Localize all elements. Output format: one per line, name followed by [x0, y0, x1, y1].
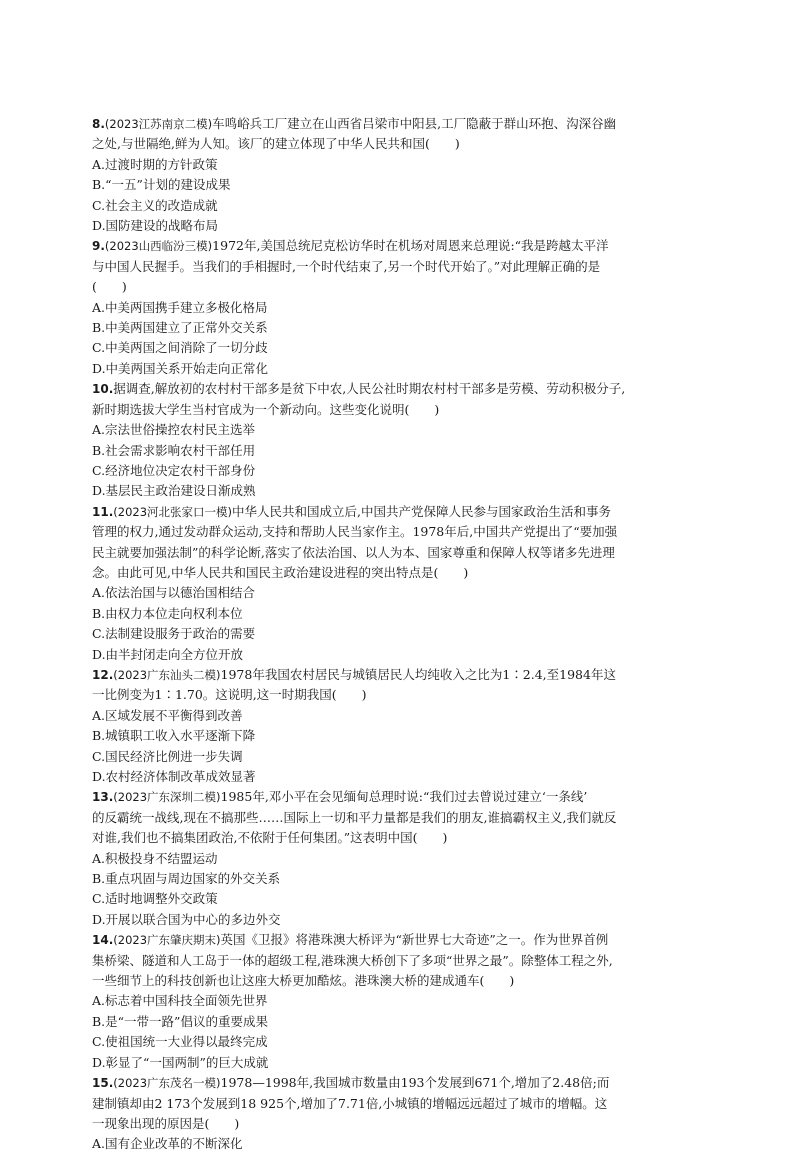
question-number: 12.	[92, 667, 114, 682]
question-text-line	[92, 134, 712, 154]
answer-option: C.国民经济比例进一步失调	[92, 748, 243, 764]
question-block	[92, 502, 712, 665]
question-block	[92, 1073, 712, 1155]
question-text: 中华人民共和国成立后,中国共产党保障人民参与国家政治生活和事务	[232, 503, 611, 519]
question-block	[92, 665, 712, 787]
answer-option: B.由权力本位走向权利本位	[92, 605, 243, 621]
question-text: ( )	[92, 279, 127, 295]
question-text-line	[92, 971, 712, 991]
question-text: 车鸣峪兵工厂建立在山西省吕梁市中阳县,工厂隐蔽于群山环抱、沟深谷幽	[212, 116, 617, 131]
question-text-line	[92, 685, 712, 705]
question-block	[92, 930, 712, 1073]
question-text-line	[92, 114, 712, 134]
question-text-line	[92, 400, 712, 420]
answer-option: B.社会需求影响农村干部任用	[92, 442, 256, 458]
question-source: (2023江苏南京二模)	[104, 117, 213, 131]
question-text: 一现象出现的原因是( )	[92, 1115, 240, 1131]
answer-option: D.农村经济体制改革成效显著	[92, 769, 256, 784]
answer-option: C.使祖国统一大业得以最终完成	[92, 1034, 268, 1050]
question-text: 念。由此可见,中华人民共和国民主政治建设进程的突出特点是( )	[92, 564, 469, 580]
question-text-line	[92, 1073, 712, 1093]
question-text: 集桥梁、隧道和人工岛于一体的超级工程,港珠澳大桥创下了多项“世界之最”。除整体工程之外,	[92, 952, 613, 968]
answer-option: C.社会主义的改造成就	[92, 197, 218, 213]
answer-option: A.过渡时期的方针政策	[92, 156, 218, 172]
question-text-line	[92, 665, 712, 685]
answer-option: D.由半封闭走向全方位开放	[92, 646, 244, 662]
question-text-line	[92, 277, 712, 297]
question-text: 1985年,邓小平在会见缅甸总理时说:“我们过去曾说过建立‘一条线’	[220, 789, 588, 805]
answer-option: B.“一五”计划的建设成果	[92, 177, 231, 193]
question-text: 建制镇却由2 173个发展到18 925个,增加了7.71倍,小城镇的增幅远远超过了城市的增幅。这	[92, 1095, 608, 1111]
answer-option: D.中美两国关系开始走向正常化	[92, 360, 269, 376]
question-text: 的反霸统一战线,现在不搞那些……国际上一切和平力量都是我们的朋友,谁搞霸权主义,我们就反	[92, 809, 617, 825]
question-text-line	[92, 930, 712, 950]
question-number: 11.	[92, 504, 114, 519]
question-source: (2023广东肇庆期末)	[113, 933, 221, 948]
answer-option: A.宗法世俗操控农村民主选举	[92, 422, 256, 438]
question-text-line	[92, 828, 712, 848]
question-number: 9.	[92, 239, 105, 254]
question-text-line	[92, 808, 712, 828]
question-block	[92, 236, 712, 379]
question-text-line	[92, 379, 712, 399]
question-text-line	[92, 543, 712, 563]
answer-option: A.标志着中国科技全面领先世界	[92, 993, 268, 1009]
answer-option: B.中美两国建立了正常外交关系	[92, 320, 268, 336]
answer-option: D.开展以联合国为中心的多边外交	[92, 911, 281, 927]
question-source: (2023山西临汾三模)	[104, 239, 213, 254]
answer-option: C.经济地位决定农村干部身份	[92, 462, 256, 478]
question-number: 15.	[92, 1076, 114, 1091]
question-text: 与中国人民握手。当我们的手相握时,一个时代结束了,另一个时代开始了。”对此理解正确的是	[92, 258, 601, 274]
question-text: 1978年我国农村居民与城镇居民人均纯收入之比为1∶2.4,至1984年这	[220, 666, 616, 682]
document-body	[92, 114, 712, 1155]
question-text: 一比例变为1∶1.70。这说明,这一时期我国( )	[92, 687, 367, 703]
question-text-line	[92, 951, 712, 971]
answer-option: D.国防建设的战略布局	[92, 218, 219, 234]
answer-option: A.依法治国与以德治国相结合	[92, 585, 256, 601]
answer-option: C.适时地调整外交政策	[92, 891, 218, 907]
answer-option: B.重点巩固与周边国家的外交关系	[92, 871, 281, 887]
question-source: (2023广东茂名一模)	[113, 1076, 221, 1091]
answer-option: A.积极投身不结盟运动	[92, 850, 218, 866]
question-text: 对谁,我们也不搞集团政治,不依附于任何集团。”这表明中国( )	[92, 830, 448, 846]
question-source: (2023广东汕头二模)	[113, 667, 221, 682]
question-text: 1978—1998年,我国城市数量由193个发展到671个,增加了2.48倍;而	[220, 1075, 610, 1091]
question-text-line	[92, 522, 712, 542]
question-text: 新时期选拔大学生当村官成为一个新动向。这些变化说明( )	[92, 401, 440, 417]
question-text-line	[92, 1114, 712, 1134]
question-text-line	[92, 787, 712, 807]
answer-option: A.国有企业改革的不断深化	[92, 1136, 243, 1152]
question-text: 据调查,解放初的农村村干部多是贫下中农,人民公社时期农村村干部多是劳模、劳动积极分子,	[113, 381, 626, 397]
answer-option: C.中美两国之间消除了一切分歧	[92, 340, 268, 356]
question-text-line	[92, 563, 712, 583]
question-block	[92, 114, 712, 236]
question-number: 13.	[92, 790, 114, 805]
question-text: 民主就要加强法制”的科学论断,落实了依法治国、以人为本、国家尊重和保障人权等诸多先进理	[92, 544, 615, 560]
answer-option: B.城镇职工收入水平逐渐下降	[92, 728, 256, 744]
question-number: 10.	[92, 382, 114, 397]
answer-option: D.基层民主政治建设日渐成熟	[92, 483, 256, 499]
answer-option: D.彰显了“一国两制”的巨大成就	[92, 1054, 269, 1070]
question-block	[92, 379, 712, 501]
question-number: 8.	[92, 117, 105, 131]
question-text-line	[92, 1094, 712, 1114]
question-block	[92, 787, 712, 930]
question-text: 一些细节上的科技创新也让这座大桥更加酷炫。港珠澳大桥的建成通车( )	[92, 973, 515, 989]
question-text-line	[92, 236, 712, 256]
question-text: 1972年,美国总统尼克松访华时在机场对周恩来总理说:“我是跨越太平洋	[212, 238, 609, 254]
question-source: (2023广东深圳二模)	[113, 790, 221, 805]
answer-option: A.中美两国携手建立多极化格局	[92, 299, 268, 315]
question-number: 14.	[92, 933, 114, 948]
answer-option: C.法制建设服务于政治的需要	[92, 626, 256, 642]
question-text-line	[92, 502, 712, 522]
question-text-line	[92, 257, 712, 277]
question-text: 之处,与世隔绝,鲜为人知。该厂的建立体现了中华人民共和国( )	[92, 136, 460, 152]
question-text: 管理的权力,通过发动群众运动,支持和帮助人民当家作主。1978年后,中国共产党提出了“要加强	[92, 524, 618, 540]
answer-option: B.是“一带一路”倡议的重要成果	[92, 1013, 268, 1029]
question-source: (2023河北张家口一模)	[113, 504, 233, 519]
question-text: 英国《卫报》将港珠澳大桥评为“新世界七大奇迹”之一。作为世界首例	[220, 932, 609, 948]
answer-option: A.区域发展不平衡得到改善	[92, 707, 243, 723]
